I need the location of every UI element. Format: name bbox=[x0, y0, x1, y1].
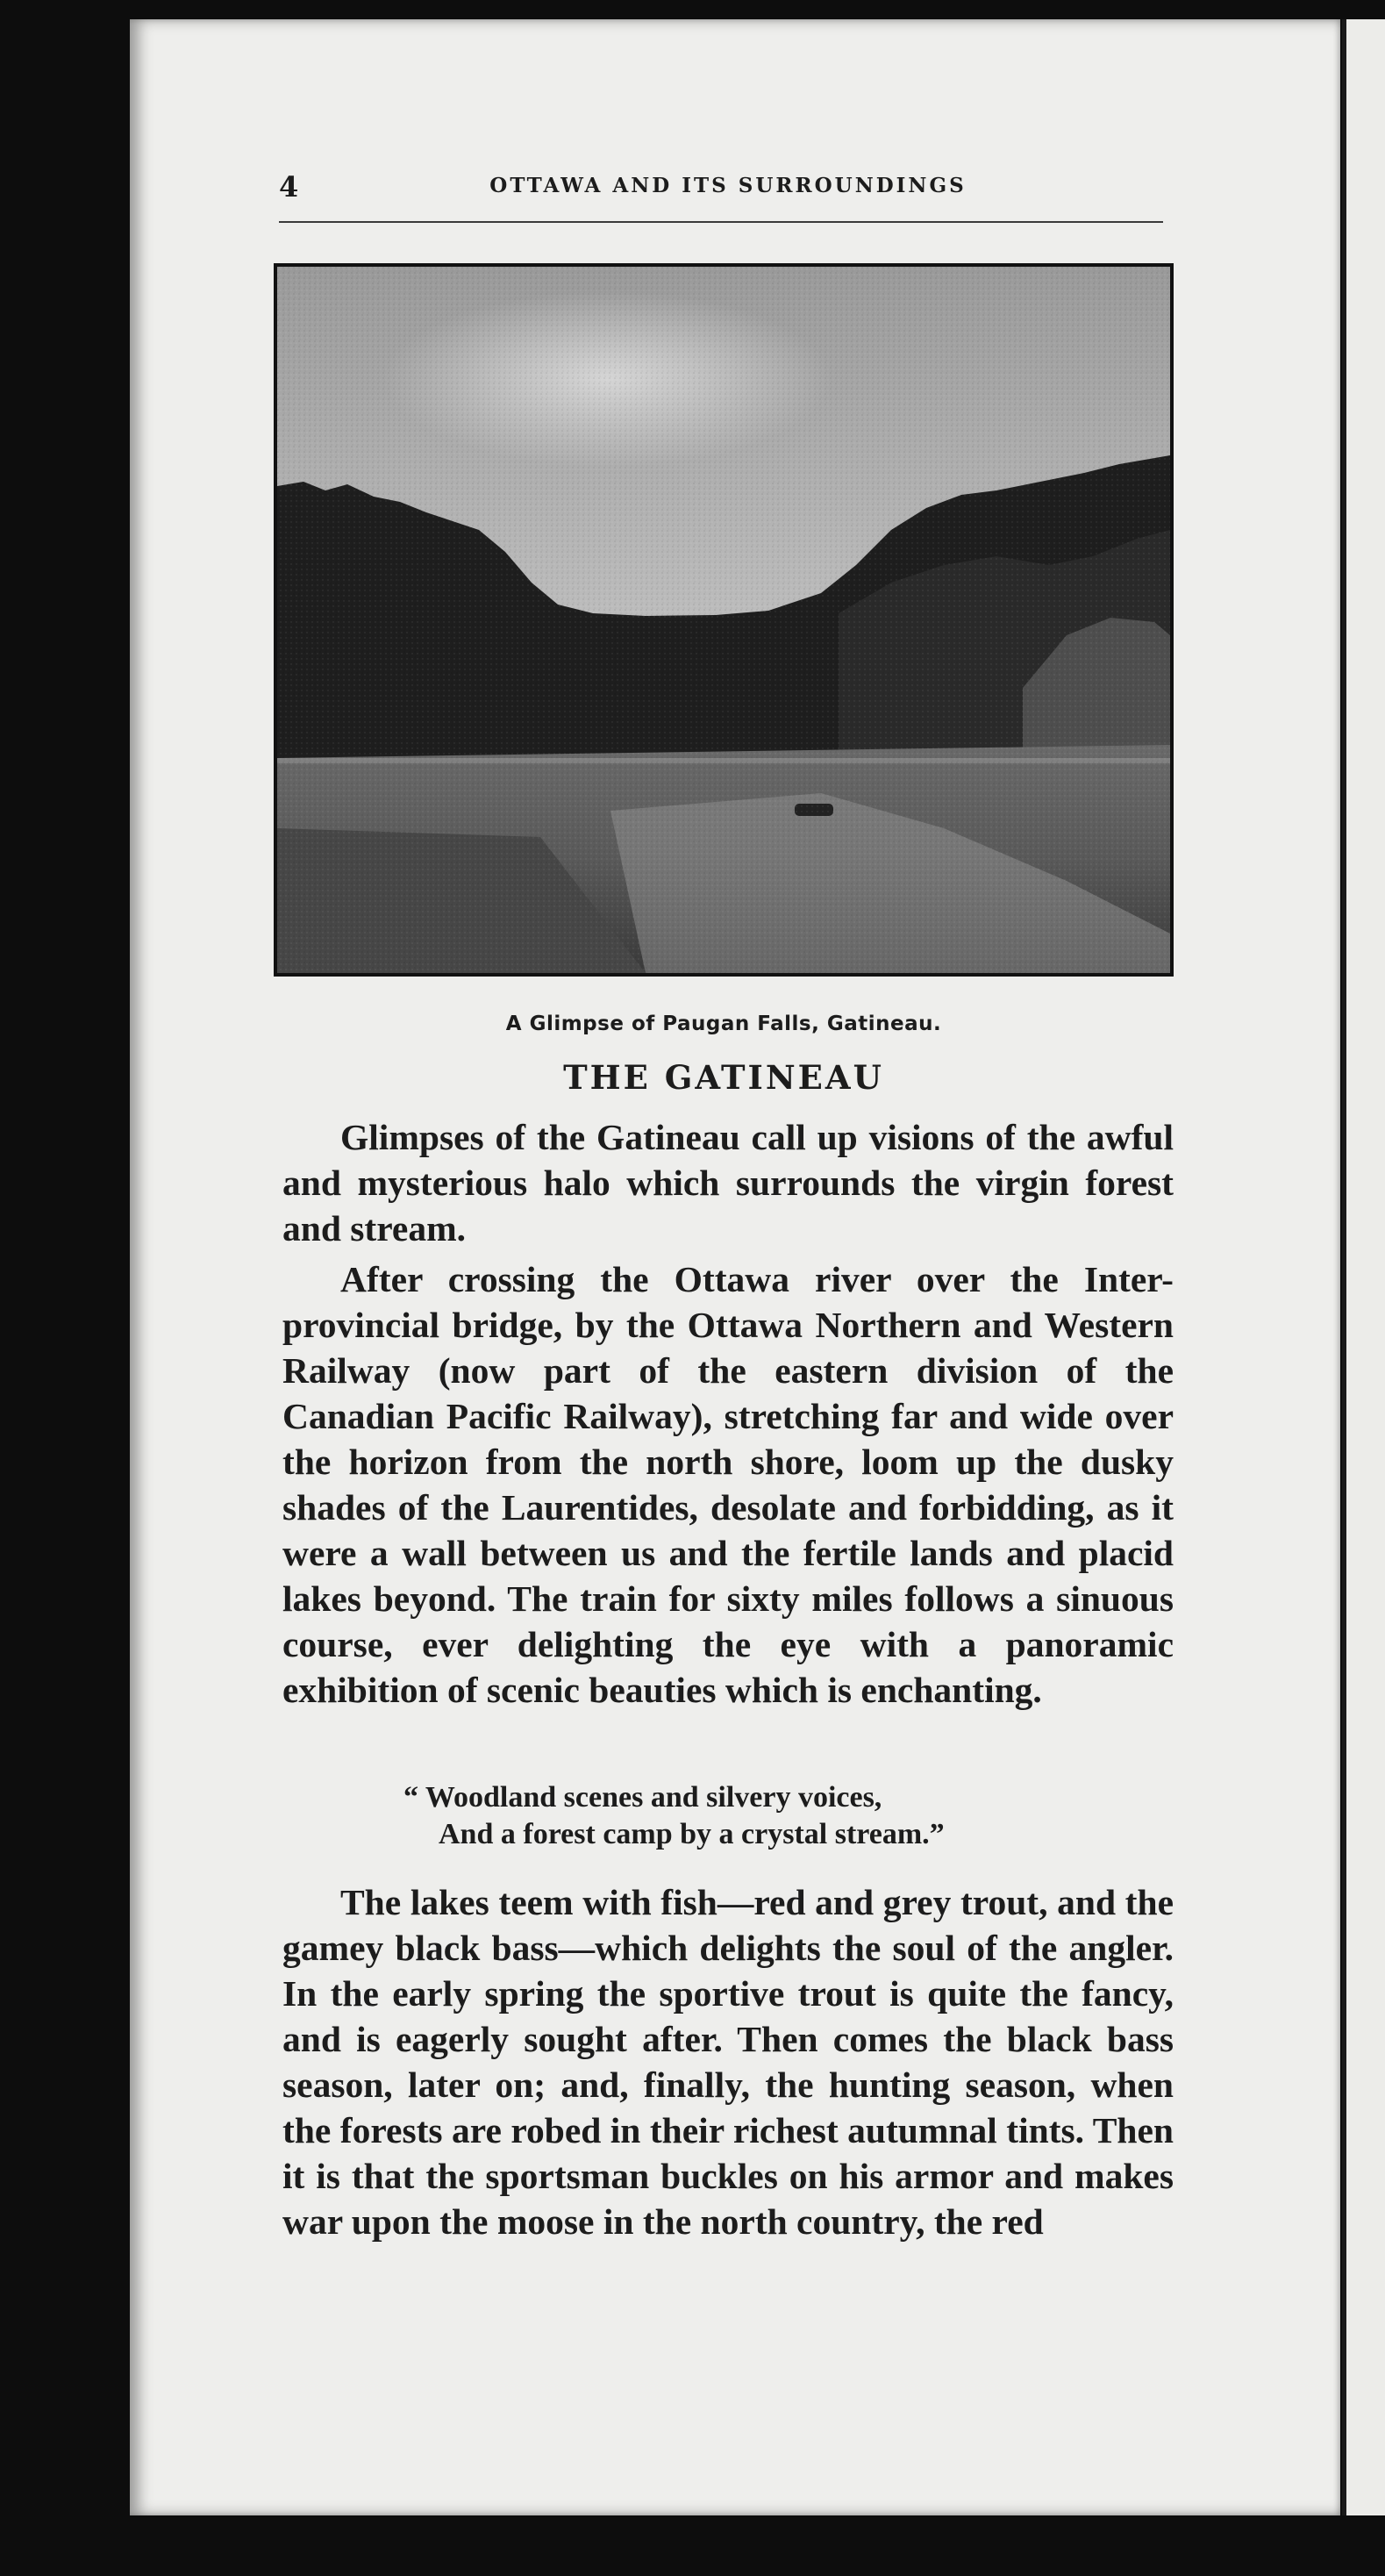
verse-line-1: “ Woodland scenes and silvery voices, bbox=[403, 1781, 882, 1814]
page-number: 4 bbox=[279, 170, 299, 204]
paragraph-1: Glimpses of the Gatineau call up visions of the awful and mysterious halo which surrounds the virgin forest and stream. bbox=[282, 1117, 1174, 1249]
paragraph-2: After crossing the Ottawa river over the Inter-provincial bridge, by the Ottawa Northern and Western Railway (now part of the eastern division of the Canadian Pacific Railway), stretching far and wide over the horizon from the north shore, loom up the dusky shades of the Laurentides, desolate and forbidding, as it were a wall between us and the fertile lands and placid lakes beyond. The train for sixty miles follows a sinuous course, ever delighting the eye with a panoramic exhibition of scenic beauties which is enchanting. bbox=[282, 1259, 1174, 1710]
facing-page-edge bbox=[1342, 19, 1385, 2515]
paragraph-3: The lakes teem with fish—red and grey trout, and the gamey black bass—which delights the soul of the angler. In the early spring the sportive trout is quite the fancy, and is eagerly sought after. Then comes the black bass season, later on; and, finally, the hunting season, when the forests are robed in their richest autumnal tints. Then it is that the sportsman buckles on his armor and makes war upon the moose in the north country, the red bbox=[282, 1882, 1174, 2242]
photo-caption: A Glimpse of Paugan Falls, Gatineau. bbox=[505, 1013, 942, 1035]
paugan-falls-photo bbox=[274, 263, 1174, 977]
running-head: OTTAWA AND ITS SURROUNDINGS bbox=[489, 174, 967, 197]
section-title: THE GATINEAU bbox=[563, 1058, 884, 1097]
verse-line-2: And a forest camp by a crystal stream.” bbox=[439, 1818, 945, 1850]
header-rule bbox=[279, 221, 1163, 223]
landscape-photo-graphic bbox=[277, 267, 1170, 973]
